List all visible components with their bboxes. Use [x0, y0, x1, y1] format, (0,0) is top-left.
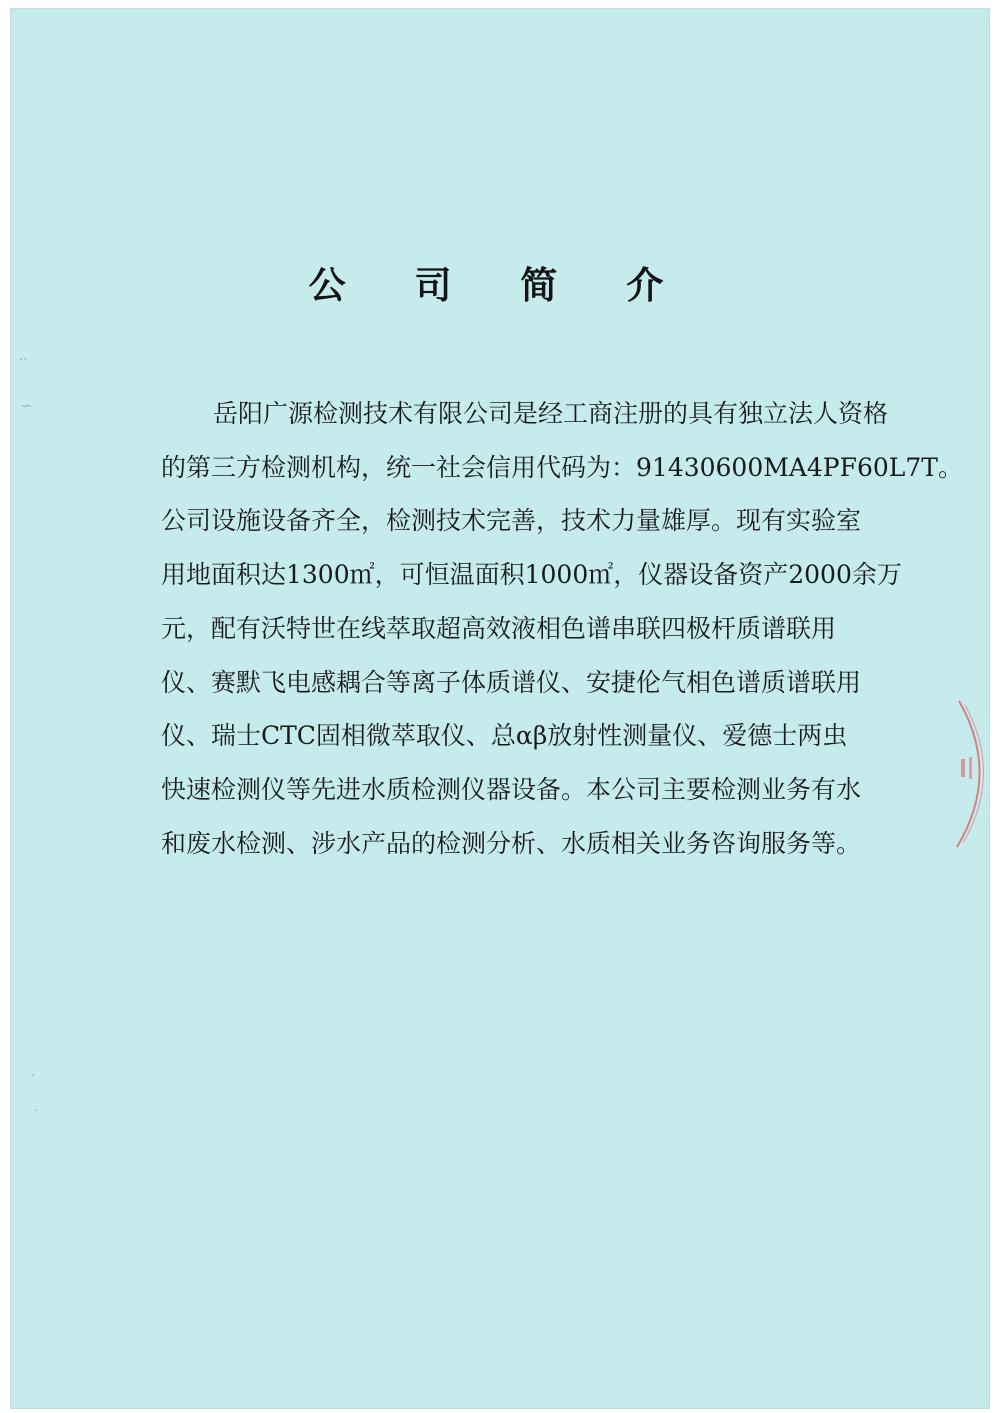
- body-line-1: 岳阳广源检测技术有限公司是经工商注册的具有独立法人资格: [213, 399, 889, 428]
- scan-mark-2: ∽: [21, 399, 32, 414]
- body-line-7: 仪、瑞士CTC固相微萃取仪、总αβ放射性测量仪、爱德士两虫: [161, 721, 848, 751]
- body-line-4: 用地面积达1300㎡，可恒温面积1000㎡，仪器设备资产2000余万: [161, 560, 902, 590]
- scan-mark-4: ˙: [33, 1109, 40, 1124]
- red-seal-stamp-fragment: [929, 699, 999, 849]
- body-line-3: 公司设施设备齐全，检测技术完善，技术力量雄厚。现有实验室: [161, 506, 862, 536]
- scan-mark-3: ·: [31, 1069, 36, 1084]
- body-line-8: 快速检测仪等先进水质检测仪器设备。本公司主要检测业务有水: [161, 774, 862, 804]
- body-line-6: 仪、赛默飞电感耦合等离子体质谱仪、安捷伦气相色谱质谱联用: [161, 667, 862, 697]
- body-line-5: 元，配有沃特世在线萃取超高效液相色谱串联四极杆质谱联用: [161, 613, 837, 643]
- document-page: [10, 8, 990, 1409]
- body-line-9: 和废水检测、涉水产品的检测分析、水质相关业务咨询服务等。: [161, 828, 862, 858]
- body-line-2: 的第三方检测机构，统一社会信用代码为：91430600MA4PF60L7T。: [161, 452, 963, 482]
- document-title: 公 司 简 介: [308, 264, 692, 307]
- scan-mark-1: ‥: [19, 349, 28, 364]
- document-body: [161, 387, 963, 870]
